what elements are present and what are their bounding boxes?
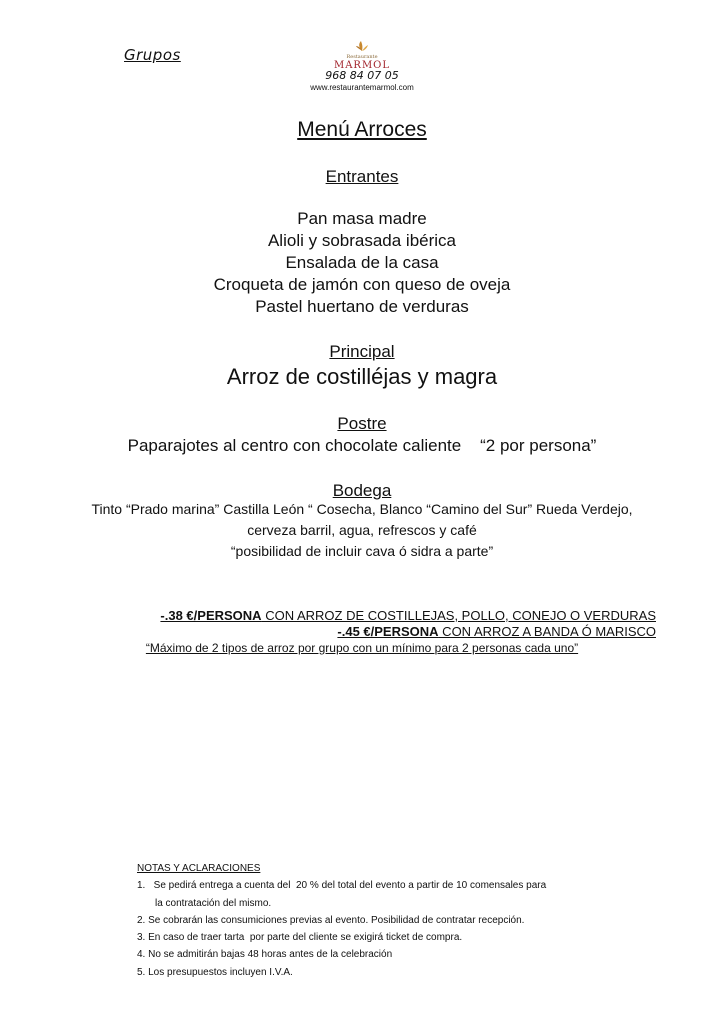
price-line: [330, 609, 656, 639]
price-description: CON ARROZ A BANDA Ó MARISCO: [438, 624, 656, 639]
website-link[interactable]: www.restaurantemarmol.com: [310, 83, 414, 92]
notes-title: NOTAS Y ACLARACIONES: [137, 863, 261, 874]
menu-title: Menú Arroces: [297, 118, 427, 141]
note-item: 4. No se admitirán bajas 48 horas antes de la celebración: [137, 949, 393, 961]
price-description: CON ARROZ DE COSTILLEJAS, POLLO, CONEJO O VERDURAS: [261, 608, 656, 623]
starter-item: Ensalada de la casa: [285, 253, 439, 272]
leaf-logo-icon: [355, 40, 369, 52]
main-heading: Principal: [329, 342, 395, 361]
dessert-item: Paparajotes al centro con chocolate caliente “2 por persona”: [127, 436, 597, 455]
dessert-heading: Postre: [337, 414, 387, 433]
starter-item: Croqueta de jamón con queso de oveja: [213, 275, 511, 294]
wine-list: [0, 499, 724, 562]
max-rice-note: “Máximo de 2 tipos de arroz por grupo con un mínimo para 2 personas cada uno”: [145, 641, 579, 655]
note-item: la contratación del mismo.: [155, 897, 272, 909]
wine-line: “posibilidad de incluir cava ó sidra a parte”: [230, 543, 494, 559]
restaurant-logo: [322, 40, 402, 70]
notes-section: [137, 860, 637, 981]
note-item: 2. Se cobrarán las consumiciones previas al evento. Posibilidad de contratar recepción.: [137, 914, 525, 926]
wine-heading: Bodega: [332, 481, 392, 500]
notes-list: [137, 877, 637, 981]
price-amount: -.38 €/PERSONA: [160, 608, 262, 623]
note-item: 3. En caso de traer tarta por parte del cliente se exigirá ticket de compra.: [137, 932, 463, 944]
starter-item: Alioli y sobrasada ibérica: [267, 231, 457, 250]
main-dish: Arroz de costilléjas y magra: [226, 364, 498, 389]
starter-item: Pan masa madre: [297, 209, 427, 228]
starters-list: [0, 208, 724, 318]
note-item: 5. Los presupuestos incluyen I.V.A.: [137, 966, 293, 978]
wine-line: cerveza barril, agua, refrescos y café: [247, 522, 477, 538]
groups-label: Grupos: [124, 46, 181, 64]
phone-number: 968 84 07 05: [325, 69, 399, 82]
starters-heading: Entrantes: [325, 167, 399, 186]
wine-line: Tinto “Prado marina” Castilla León “ Cosecha, Blanco “Camino del Sur” Rueda Verdejo,: [91, 501, 633, 517]
note-item: 1. Se pedirá entrega a cuenta del 20 % del total del evento a partir de 10 comensales para: [137, 880, 547, 892]
logo-subtitle: Restaurante: [346, 54, 378, 60]
logo-name: MARMOL: [333, 60, 391, 71]
starter-item: Pastel huertano de verduras: [255, 297, 469, 316]
price-amount: -.45 €/PERSONA: [337, 624, 439, 639]
